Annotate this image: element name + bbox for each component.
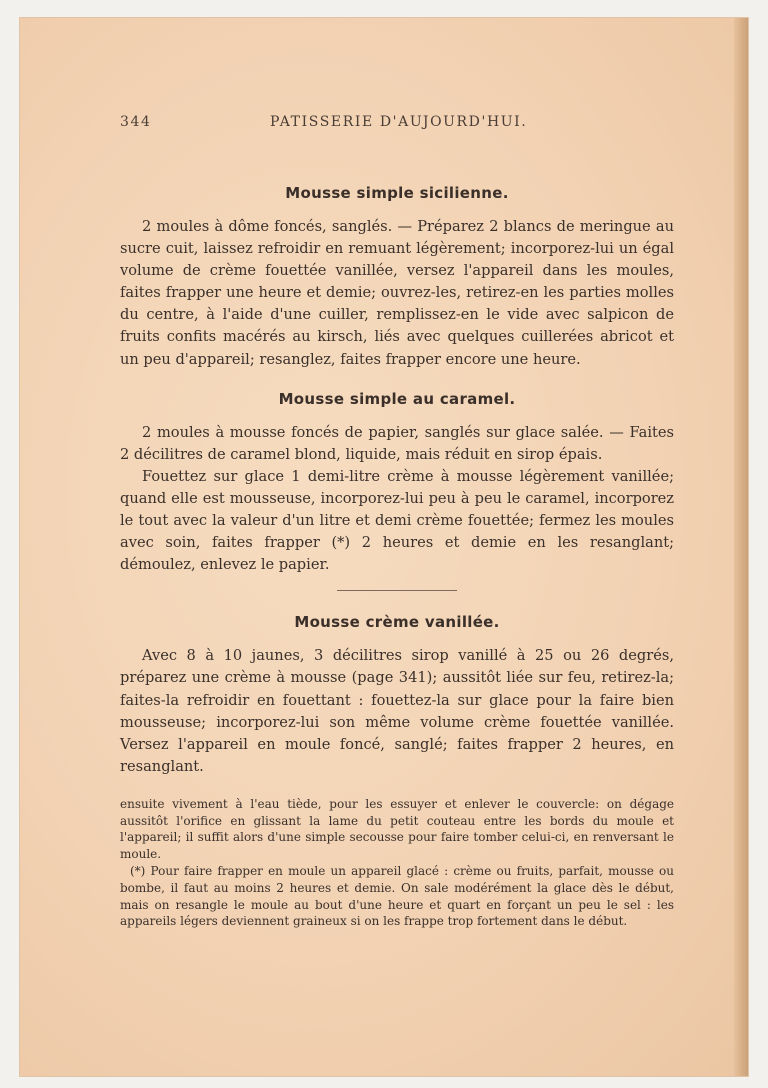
page-edge	[734, 18, 748, 1076]
footnotes	[120, 796, 674, 930]
section-divider	[337, 590, 457, 591]
section-paragraph: 2 moules à mousse foncés de papier, sanglés sur glace salée. — Faites 2 décilitres de caramel blond, liquide, mais réduit en sirop épais.	[120, 423, 674, 463]
footnote: (*) Pour faire frapper en moule un appareil glacé : crème ou fruits, parfait, mousse ou bombe, il faut au moins 2 heures et demie. On sale modérément la glace dès le début, mais on resangle le moule au bout d'une heure et quart en forçant un peu le sel : les appareils légers deviennent graineux si on les frappe trop fortement dans le début.	[120, 864, 674, 929]
section-title: Mousse crème vanillée.	[294, 613, 500, 632]
section-title: Mousse simple au caramel.	[278, 389, 516, 408]
section-title: Mousse simple sicilienne.	[285, 184, 509, 202]
page-number: 344	[120, 114, 152, 130]
section-mousse-vanillee	[120, 613, 674, 778]
book-page	[20, 18, 748, 1076]
section-mousse-sicilienne	[120, 184, 674, 371]
section-paragraph: 2 moules à dôme foncés, sanglés. — Préparez 2 blancs de meringue au sucre cuit, laissez refroidir en remuant légèrement; incorporez-lui un égal volume de crème fouettée vanillée, versez l'appareil dans les moules, faites frapper une heure et demie; ouvrez-les, retirez-en les parties molles du centre, à l'aide d'une cuiller, remplissez-en le vide avec salpicon de fruits confits macérés au kirsch, liés avec quelques cuillerées abricot et un peu d'appareil; resanglez, faites frapper encore une heure.	[120, 218, 674, 368]
section-paragraph: Fouettez sur glace 1 demi-litre crème à mousse légèrement vanillée; quand elle est mousseuse, incorporez-lui peu à peu le caramel, incorporez le tout avec la valeur d'un litre et demi crème fouettée; fermez les moules avec soin, faites frapper (*) 2 heures et demie en les resanglant; démoulez, enlevez le papier.	[120, 467, 674, 574]
running-title: PATISSERIE D'AUJOURD'HUI.	[270, 114, 528, 130]
running-head	[120, 110, 674, 134]
section-mousse-caramel	[120, 390, 674, 577]
section-paragraph: Avec 8 à 10 jaunes, 3 décilitres sirop vanillé à 25 ou 26 degrés, préparez une crème à mousse (page 341); aussitôt liée sur feu, retirez-la; faites-la refroidir en fouettant : fouettez-la sur glace pour la faire bien mousseuse; incorporez-lui son même volume crème fouettée vanillée. Versez l'appareil en moule foncé, sanglé; faites frapper 2 heures, en resanglant.	[120, 647, 674, 775]
footnote-continuation: ensuite vivement à l'eau tiède, pour les essuyer et enlever le couvercle: on dégage aussitôt l'orifice en glissant la lame du petit couteau entre les bords du moule et l'appareil; il suffit alors d'une simple secousse pour faire tomber celui-ci, en renversant le moule.	[120, 796, 674, 862]
page-content	[120, 110, 674, 930]
